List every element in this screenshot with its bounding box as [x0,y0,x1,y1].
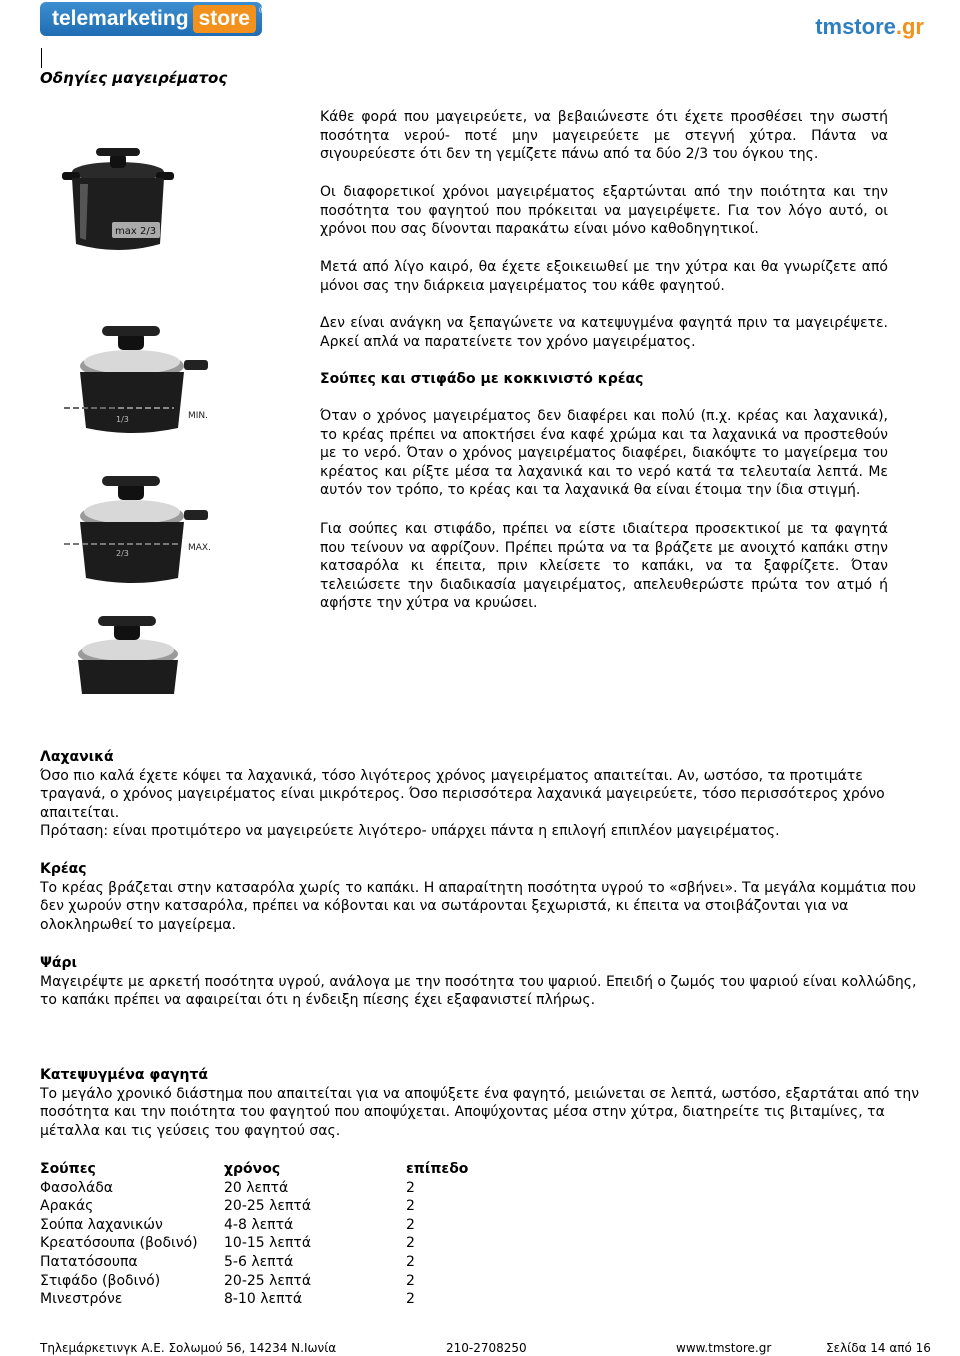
frozen-text: Το μεγάλο χρονικό διάστημα που απαιτείται για να αποψύξετε ένα φαγητό, μειώνεται σε λεπτά, ωστόσο, εξαρτάται από την ποσότητα και την ποιότητα του φαγητού που αποψύχεται. Αποψύχοντας μέσα στην χύτρα, διατηρείτε τις βιταμίνες, τα μέταλλα και τις γεύσεις του φαγητού σας. [40,1085,920,1139]
table-row [40,1216,640,1235]
table-cell-dish: Σούπα λαχανικών [40,1216,163,1233]
table-cell-level: 2 [406,1235,415,1252]
table-cell-dish: Φασολάδα [40,1179,113,1196]
intro-paragraph-5: Όταν ο χρόνος μαγειρέματος δεν διαφέρει και πολύ (π.χ. κρέας και λαχανικά), το κρέας πρέπει να αποκτήσει ένα καφέ χρώμα και τα λαχανικά να προστεθούν με το νερό. Όταν ο χρόνος μαγειρέματος διαφέρει, διακόψτε το μαγείρεμα του κρέατος και ρίξτε μέσα τα λαχανικά και το νερό κατά τα τελευταία λεπτά. Με αυτόν τον τρόπο, το κρέας και τα λαχανικά θα είναι έτοιμα την ίδια στιγμή. [320,408,888,499]
table-row [40,1234,640,1253]
table-header-row [40,1160,640,1179]
table-cell-time: 8-10 λεπτά [224,1291,303,1308]
page-title: Οδηγίες μαγειρέματος [40,69,228,87]
meat-section [40,860,922,934]
meat-text: Το κρέας βράζεται στην κατσαρόλα χωρίς το καπάκι. Η απαραίτητη ποσότητα υγρού το «σβήνει». Τα μεγάλα κομμάτια που δεν χωρούν στην κατσαρόλα, πρέπει να κόβονται και να σωτάρονται ξεχωριστά, κι έπειτα να στοιβάζονται για να ολοκληρωθεί το μαγείρεμα. [40,879,916,933]
fish-section [40,954,922,1010]
table-cell-time: 20-25 λεπτά [224,1272,312,1289]
meat-title: Κρέας [40,861,87,877]
text-cursor [41,48,42,68]
telemarketing-store-logo[interactable] [40,2,267,36]
table-cell-time: 20-25 λεπτά [224,1198,312,1215]
table-row [40,1253,640,1272]
table-cell-time: 4-8 λεπτά [224,1216,294,1233]
site-name: tmstore [815,14,896,39]
table-header-level: επίπεδο [406,1161,469,1177]
table-cell-time: 5-6 λεπτά [224,1253,294,1270]
table-header-time: χρόνος [224,1161,281,1177]
table-cell-dish: Αρακάς [40,1198,94,1215]
table-cell-time: 20 λεπτά [224,1179,289,1196]
pot-label-min: MIN. [188,411,209,421]
pot-label-max-line: MAX. [188,543,211,553]
table-cell-level: 2 [406,1179,415,1196]
table-row [40,1179,640,1198]
pot-label-third: 1/3 [116,415,129,424]
intro-paragraph-2-wrap [320,183,888,239]
vegetables-section [40,748,922,822]
intro-paragraph-6: Για σούπες και στιφάδο, πρέπει να είστε ιδιαίτερα προσεκτικοί με τα φαγητά που τείνουν να αφρίζουν. Πρέπει πρώτα να τα βράζετε με ανοιχτό καπάκι στην κατσαρόλα κι έπειτα, πριν κλείσετε το καπάκι, να τα ξαφρίζετε. Όταν τελειώσετε την διαδικασία μαγειρέματος, απελευθερώστε πρώτα τον ατμό ή αφήστε την χύτρα να κρυώσει. [320,521,888,612]
table-row [40,1197,640,1216]
footer-company: Τηλεμάρκετινγκ Α.Ε. Σολωμού 56, 14234 Ν.Ιωνία [40,1341,337,1355]
intro-paragraph-2: Οι διαφορετικοί χρόνοι μαγειρέματος εξαρτώνται από την ποιότητα και την ποσότητα του φαγητού που πρόκειται να μαγειρέψετε. Για τον λόγο αυτό, οι χρόνοι που σας δίνονται παρακάτω είναι μόνο καθοδηγητικοί. [320,184,888,238]
logo-registered-mark: ® [257,6,267,16]
table-cell-level: 2 [406,1272,415,1289]
pot-label-max: max 2/3 [115,226,157,237]
footer-page-number: Σελίδα 14 από 16 [826,1341,931,1355]
intro-paragraph-1: Κάθε φορά που μαγειρεύετε, να βεβαιώνεστε ότι έχετε προσθέσει την σωστή ποσότητα νερού- ποτέ μην μαγειρεύετε με στεγνή χύτρα. Πάντα να σιγουρεύεστε ότι δεν τη γεμίζετε πάνω από τα δύο 2/3 του όγκου της. [320,109,888,163]
logo-main-text: telemarketing [52,7,189,30]
intro-paragraph-5-wrap [320,407,888,500]
table-header-dish: Σούπες [40,1161,96,1177]
intro-column [320,108,888,164]
logo-store-text: store [193,5,256,33]
intro-paragraph-3: Μετά από λίγο καιρό, θα έχετε εξοικειωθεί με την χύτρα και θα γνωρίζετε από μόνοι σας την διάρκεια μαγειρέματος του κάθε φαγητού. [320,259,888,294]
pot-image-max-line [58,460,228,590]
suggestion-section [40,822,922,841]
site-logo[interactable] [815,14,924,40]
table-cell-dish: Κρεατόσουπα (βοδινό) [40,1235,198,1252]
site-tld: .gr [895,14,924,39]
footer-website[interactable]: www.tmstore.gr [676,1341,772,1355]
table-row [40,1272,640,1291]
fish-title: Ψάρι [40,955,77,971]
frozen-title: Κατεψυγμένα φαγητά [40,1067,209,1083]
table-cell-level: 2 [406,1216,415,1233]
pot-image-min [58,310,228,440]
table-cell-dish: Πατατόσουπα [40,1253,138,1270]
vegetables-text: Όσο πιο καλά έχετε κόψει τα λαχανικά, τόσο λιγότερος χρόνος μαγειρέματος απαιτείται. Αν, ωστόσο, τα προτιμάτε τραγανά, ο χρόνος μαγειρέματος είναι μικρότερος. Όσο περισσότερα λαχανικά μαγειρεύετε, τόσο περισσότερος χρόνο απαιτείται. [40,767,885,821]
footer-phone: 210-2708250 [446,1341,527,1355]
pot-image-max [58,140,178,260]
soups-heading: Σούπες και στιφάδο με κοκκινιστό κρέας [320,371,644,387]
pot-label-two-thirds: 2/3 [116,549,129,558]
soup-times-table [40,1160,640,1309]
table-cell-level: 2 [406,1253,415,1270]
table-cell-level: 2 [406,1198,415,1215]
table-cell-dish: Μινεστρόνε [40,1291,123,1308]
frozen-section [40,1066,922,1140]
table-cell-time: 10-15 λεπτά [224,1235,312,1252]
table-cell-level: 2 [406,1291,415,1308]
pot-image-bottom [58,610,198,700]
fish-text: Μαγειρέψτε με αρκετή ποσότητα υγρού, ανάλογα με την ποσότητα του ψαριού. Επειδή ο ζωμός του ψαριού είναι κολλώδης, το καπάκι πρέπει να αφαιρείται ότι η ένδειξη πίεσης έχει εξαφανιστεί πλήρως. [40,973,917,1009]
table-row [40,1290,640,1309]
suggestion-text: Πρόταση: είναι προτιμότερο να μαγειρεύετε λιγότερο- υπάρχει πάντα η επιλογή επιπλέον μαγειρέματος. [40,823,780,839]
intro-paragraph-4: Δεν είναι ανάγκη να ξεπαγώνετε να κατεψυγμένα φαγητά πριν τα μαγειρέψετε. Αρκεί απλά να παρατείνετε τον χρόνο μαγειρέματος. [320,315,888,350]
table-cell-dish: Στιφάδο (βοδινό) [40,1272,161,1289]
intro-paragraph-6-wrap [320,520,888,613]
intro-paragraph-4-wrap [320,314,888,351]
vegetables-title: Λαχανικά [40,749,114,765]
intro-paragraph-3-wrap [320,258,888,295]
